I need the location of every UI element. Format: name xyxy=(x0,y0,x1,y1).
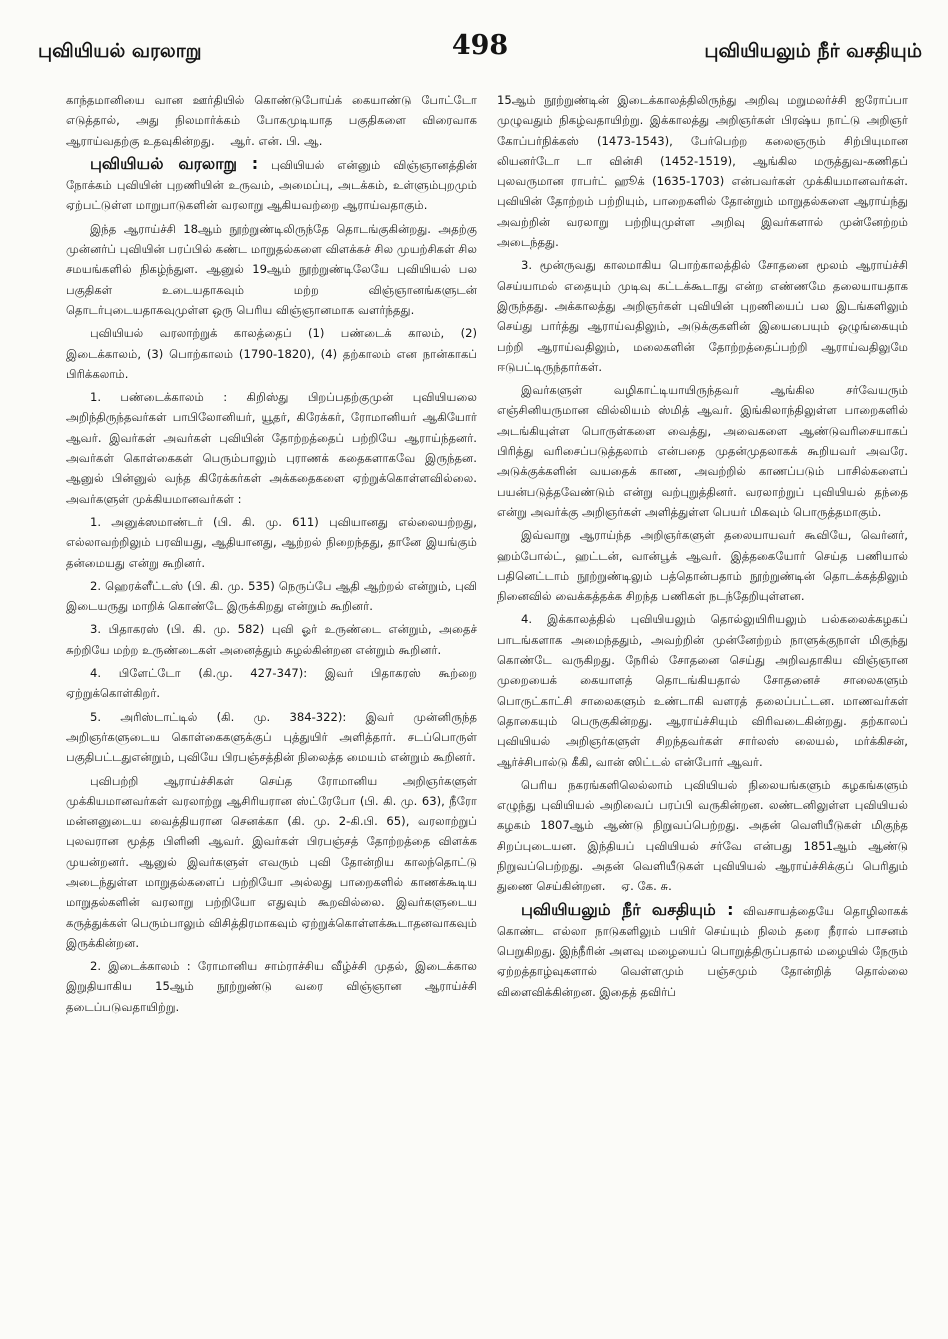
page-header xyxy=(38,30,922,74)
section-text: விவசாயத்தையே தொழிலாகக் கொண்ட எல்லா நாடுகளிலும் பயிர் செய்யும் நிலம் தரை நீரால் பாசனம் பெறுகிறது. இந்நீரின் அளவு மழையைப் பொறுத்திருப்பதால் மழையில் நேரும் ஏற்றத்தாழ்வுகளால் வெள்ளமும் பஞ்சமும் தோன்றித் தொல்லை விளைவிக்கின்றன. இதைத் தவிர்ப் xyxy=(497,903,908,999)
paragraph: இவ்வாறு ஆராய்ந்த அறிஞர்களுள் தலையாயவர் கூவியே, வெர்னர், ஹம்போல்ட், ஹட்டன், வான்பூக் ஆவர். இத்தகையோர் செய்த பணியால் பதினெட்டாம் நூற்றுண்டிலும் பத்தொன்பதாம் நூற்றுண்டின் தொடக்கத்திலும் நினைவில் வைக்கத்தக்க சிறந்த பணிகள் நடந்தேறியுள்ளன. xyxy=(497,528,908,604)
paragraph: புவியியல் வரலாற்றுக் காலத்தைப் (1) பண்டைக் காலம், (2) இடைக்காலம், (3) பொற்காலம் (1790-1820), (4) தற்காலம் என நான்காகப் பிரிக்கலாம். xyxy=(66,326,477,381)
paragraph: 2. இடைக்காலம் : ரோமானிய சாம்ராச்சிய வீழ்ச்சி முதல், இடைக்கால இறுதியாகிய 15ஆம் நூற்றுண்டு வரை விஞ்ஞான ஆராய்ச்சி தடைப்படுவதாயிற்று. xyxy=(66,959,477,1014)
paragraph: இந்த ஆராய்ச்சி 18ஆம் நூற்றுண்டிலிருந்தே தொடங்குகின்றது. அதற்கு முன்னர்ப் புவியின் பரப்பில் கண்ட மாறுதல்களை விளக்கச் சில முயற்சிகள் சில சமயங்களில் நிகழ்ந்துள. ஆனுல் 19ஆம் நூற்றுண்டிலேயே புவியியல் பல பகுதிகள் உடையதாகவும் மற்ற விஞ்ஞானங்களுடன் தொடர்புடையதாகவுமுள்ள ஒரு பெரிய விஞ்ஞானமாக வளர்ந்தது. xyxy=(66,221,477,317)
paragraph: 4. இக்காலத்தில் புவியியலும் தொல்லுயிரியலும் பல்கலைக்கழகப் பாடங்களாக அமைந்ததும், அவற்றின் முன்னேற்றம் நாளுக்குநாள் மிகுந்து கொண்டே வருகிறது. நேரில் சோதனை செய்து அறிவதாகிய விஞ்ஞான முறையைக் கையாளத் தொடங்கியதால் சோதனைச் சாலைகளும் பொருட்காட்சி சாலைகளும் உண்டாகி வளரத் தலைப்பட்டன. மாணவர்கள் தொகையும் பெருகுகின்றது. ஆராய்ச்சியும் விரிவடைகின்றது. தற்காலப் புவியியல் அறிஞர்களுள் சிறந்தவர்கள் சார்லஸ் லையல், மர்க்கிசன், ஆர்ச்சிபால்டு கீகி, வான் ஸிட்டல் என்போர் ஆவர். xyxy=(497,612,908,769)
author-signature: ஏ. கே. சு. xyxy=(621,879,672,894)
paragraph: புவிபற்றி ஆராய்ச்சிகள் செய்த ரோமானிய அறிஞர்களுள் முக்கியமானவர்கள் வரலாற்று ஆசிரியரான ஸ்ட்ரேபோ (பி. கி. மு. 63), நீரோ மன்னனுடைய வைத்தியரான செனக்கா (கி. மு. 2-கி.பி. 65), வரலாற்றுப் புலவரான மூத்த பிளினி ஆவர். இவர்கள் பிரபஞ்சத் தோற்றத்தை விளக்க முயன்றனர். ஆனுல் இவர்களுள் எவரும் புவி தோன்றிய காலந்தொட்டு அடைந்துள்ள மாறுதல்களைப் பற்றியோ அல்லது பாறைகளில் காணக்கூடிய மாறுதல்களின் வரலாறு பற்றியோ எதுவும் கூறவில்லை. இவர்களுடைய கருத்துக்கள் பெரும்பாலும் விசித்திரமாகவும் ஏற்றுக்கொள்ளக்கூடாதனவாகவும் இருக்கின்றன. xyxy=(66,773,477,950)
page-number: 498 xyxy=(451,30,509,61)
section-heading: புவியியல் வரலாறு : xyxy=(90,153,259,173)
header-right-title: புவியியலும் நீர் வசதியும் xyxy=(704,40,922,62)
paragraph: 1. அனுக்ஸமாண்டர் (பி. கி. மு. 611) புவியானது எல்லையற்றது, எல்லாவற்றிலும் பரவியது, ஆதியானது, ஆற்றல் நிறைந்தது, தானே இயங்கும் தன்மையது என்று கூறினர். xyxy=(66,514,477,570)
paragraph: 15ஆம் நூற்றுண்டின் இடைக்காலத்திலிருந்து அறிவு மறுமலர்ச்சி ஐரோப்பா முழுவதும் நிகழ்வதாயிற்று. இக்காலத்து அறிஞர்கள் பிரஷ்ய நாட்டு அறிஞர் கோப்பர்நிக்கஸ் (1473-1543), பேர்பெற்ற கலைஞரும் சிற்பியுமான லியனர்டோ டா வின்சி (1452-1519), ஆங்கில மருத்துவ-கணிதப் புலவருமான ராபர்ட் ஹூக் (1635-1703) என்பவர்கள் முக்கியமானவர்கள். புவியின் தோற்றம் பற்றியும், பாறைகளில் தோன்றும் மாறுதல்களை ஆராய்ந்து அவற்றின் வரலாறு பற்றியுமுள்ள அறிவு இவர்களால் முன்னேற்றம் அடைந்தது. xyxy=(497,93,908,250)
section-intro: புவியியல் என்னும் விஞ்ஞானத்தின் நோக்கம் புவியின் புறணியின் உருவம், அமைப்பு, அடக்கம், உள்ளும்புறமும் ஏற்பட்டுள்ள மாறுபாடுகளின் வரலாறு ஆகியவற்றை ஆராய்வதாகும். xyxy=(66,157,477,213)
section-paragraph xyxy=(66,154,477,216)
intro-paragraph: காந்தமானியை வான ஊர்தியில் கொண்டுபோய்க் கையாண்டு போட்டோ எடுத்தால், அது நிலமார்க்கம் போகமுடியாத பகுதிகளை விரைவாக ஆராய்வதற்கு உதவுகின்றது. ஆர். என். பி. ஆ. xyxy=(66,93,477,148)
text-columns xyxy=(66,90,908,1319)
section-paragraph xyxy=(497,900,908,1002)
left-column xyxy=(66,90,477,1319)
paragraph: 3. பிதாகரஸ் (பி. கி. மு. 582) புவி ஓர் உருண்டை என்றும், அதைச் சுற்றியே மற்ற உருண்டைகள் அனைத்தும் சுழல்கின்றன என்றும் கூறினர். xyxy=(66,622,477,657)
paragraph: 5. அரிஸ்டாட்டில் (கி. மு. 384-322): இவர் முன்னிருந்த அறிஞர்களுடைய கொள்கைகளுக்குப் புத்துயிர் அளித்தார். சடப்பொருள் பகுதிபட்டதுஎன்றும், புவியே பிரபஞ்சத்தின் நிலைத்த மையம் என்றும் கூறினர். xyxy=(66,709,477,765)
paragraph: பெரிய நகரங்களிலெல்லாம் புவியியல் நிலையங்களும் கழகங்களும் எழுந்து புவியியல் அறிவைப் பரப்பி வருகின்றன. லண்டனிலுள்ள புவியியல் கழகம் 1807ஆம் ஆண்டு நிறுவப்பெற்றது. அதன் வெளியீடுகள் மிகுந்த சிறப்புடையன. இந்தியப் புவியியல் சர்வே என்பது 1851ஆம் ஆண்டு நிறுவப்பெற்றது. அதன் வெளியீடுகள் புவியியல் ஆராய்ச்சிக்குப் பெரிதும் துணை செய்கின்றன. ஏ. கே. சு. xyxy=(497,777,908,894)
paragraph: 4. பிளேட்டோ (கி.மு. 427-347): இவர் பிதாகரஸ் கூற்றை ஏற்றுக்கொள்கிறர். xyxy=(66,666,477,701)
paragraph: 2. ஹெரக்ளீட்டஸ் (பி. கி. மு. 535) நெருப்பே ஆதி ஆற்றல் என்றும், புவி இடையருது மாறிக் கொண்டே இருக்கிறது என்றும் கூறினர். xyxy=(66,578,477,614)
right-column xyxy=(497,90,908,1319)
section-heading: புவியியலும் நீர் வசதியும் : xyxy=(521,899,734,919)
intro-signature: ஆர். என். பி. ஆ. xyxy=(230,133,323,148)
paragraph: இவர்களுள் வழிகாட்டியாயிருந்தவர் ஆங்கில சர்வேயரும் எஞ்சினியருமான வில்லியம் ஸ்மித் ஆவர். இங்கிலாந்திலுள்ள பாறைகளில் அடங்கியுள்ள பொருள்களை வைத்து, அவைகளை ஆண்டுவரிசையாகப் பிரித்து வரிசைப்படுத்தலாம் என்பதை முதன்முதலாகக் கூறியவர் அவரே. அடுக்குக்களின் வயதைக் காண, அவற்றில் காணப்படும் பாசில்களைப் பயன்படுத்தவேண்டும் என்று வற்புறுத்தினர். வரலாற்றுப் புவியியல் தந்தை என்று அவர்க்கு அறிஞர்கள் அளித்துள்ள பெயர் மிகவும் பொருத்தமாகும். xyxy=(497,383,908,519)
header-left-title: புவியியல் வரலாறு xyxy=(38,40,202,62)
paragraph: 1. பண்டைக்காலம் : கிறிஸ்து பிறப்பதற்குமுன் புவியியலை அறிந்திருந்தவர்கள் பாபிலோனியர், யூதர், கிரேக்கர், ரோமானியர் ஆகியோர் ஆவர். இவர்கள் அவர்கள் புவியின் தோற்றத்தைப் பற்றியே ஆராய்ந்தனர். அவர்கள் கொள்கைகள் பெரும்பாலும் புராணக் கதைகளாகவே இருந்தன. ஆனுல் பின்னுல் வந்த கிரேக்கர்கள் அக்கதைகளை ஏற்றுக்கொள்ளவில்லை. அவர்களுள் முக்கியமானவர்கள் : xyxy=(66,390,477,506)
paragraph: 3. மூன்ருவது காலமாகிய பொற்காலத்தில் சோதனை மூலம் ஆராய்ச்சி செய்யாமல் எதையும் முடிவு கட்டக்கூடாது என்ற எண்ணமே தலையாயதாக இருந்தது. அக்காலத்து அறிஞர்கள் புவியின் புறணியைப் பல இடங்களிலும் செய்து பார்த்து ஆராய்வதிலும், அடுக்குகளின் இயைபையும் ஒழுங்கையும் பற்றி ஆராய்வதிலும், மலைகளின் தோற்றத்தைப்பற்றி ஆராய்வதிலுமே ஈடுபட்டிருந்தார்கள். xyxy=(497,258,908,374)
